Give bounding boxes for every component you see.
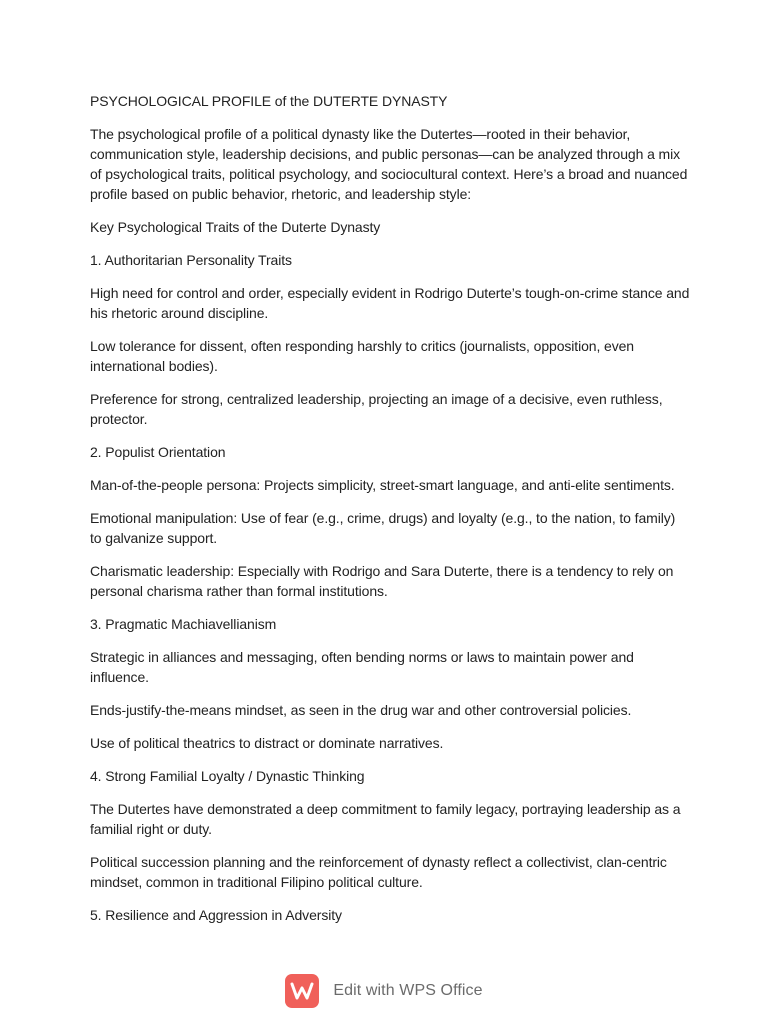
- subsection-heading: 3. Pragmatic Machiavellianism: [90, 616, 277, 632]
- body-paragraph: Strategic in alliances and messaging, often bending norms or laws to maintain power and influence.: [90, 649, 634, 685]
- body-paragraph: Man-of-the-people persona: Projects simplicity, street-smart language, and anti-elite sentiments.: [90, 477, 675, 493]
- body-paragraph: High need for control and order, especially evident in Rodrigo Duterte’s tough-on-crime stance and his rhetoric around discipline.: [90, 285, 690, 321]
- document-title: PSYCHOLOGICAL PROFILE of the DUTERTE DYNASTY: [90, 93, 448, 109]
- wps-w-glyph-icon: [290, 981, 314, 1001]
- body-paragraph: Political succession planning and the reinforcement of dynasty reflect a collectivist, clan-centric mindset, common in traditional Filipino political culture.: [90, 854, 667, 890]
- subsection-heading: 1. Authoritarian Personality Traits: [90, 252, 292, 268]
- body-paragraph: Low tolerance for dissent, often responding harshly to critics (journalists, opposition, even international bodies).: [90, 338, 634, 374]
- body-paragraph: Preference for strong, centralized leadership, projecting an image of a decisive, even ruthless, protector.: [90, 391, 663, 427]
- wps-office-logo-icon[interactable]: [285, 974, 319, 1008]
- document-body: [90, 91, 690, 938]
- body-paragraph: Emotional manipulation: Use of fear (e.g., crime, drugs) and loyalty (e.g., to the nation, to family) to galvanize support.: [90, 510, 676, 546]
- subsection-heading: 4. Strong Familial Loyalty / Dynastic Thinking: [90, 768, 365, 784]
- subsection-heading: 2. Populist Orientation: [90, 444, 226, 460]
- body-paragraph: Use of political theatrics to distract or dominate narratives.: [90, 735, 444, 751]
- subsection-heading: 5. Resilience and Aggression in Adversity: [90, 907, 342, 923]
- body-paragraph: Charismatic leadership: Especially with Rodrigo and Sara Duterte, there is a tendency to rely on personal charisma rather than formal institutions.: [90, 563, 674, 599]
- body-paragraph: Ends-justify-the-means mindset, as seen in the drug war and other controversial policies.: [90, 702, 632, 718]
- section-heading: Key Psychological Traits of the Duterte Dynasty: [90, 219, 381, 235]
- intro-paragraph: The psychological profile of a political dynasty like the Dutertes—rooted in their behavior, communication style, leadership decisions, and public personas—can be analyzed through a mix of psychological traits, political psychology, and sociocultural context. Here’s a broad and nuanced profile based on public behavior, rhetoric, and leadership style:: [90, 126, 688, 202]
- wps-edit-banner[interactable]: [0, 972, 768, 1010]
- body-paragraph: The Dutertes have demonstrated a deep commitment to family legacy, portraying leadership as a familial right or duty.: [90, 801, 681, 837]
- edit-with-wps-link[interactable]: Edit with WPS Office: [333, 982, 483, 999]
